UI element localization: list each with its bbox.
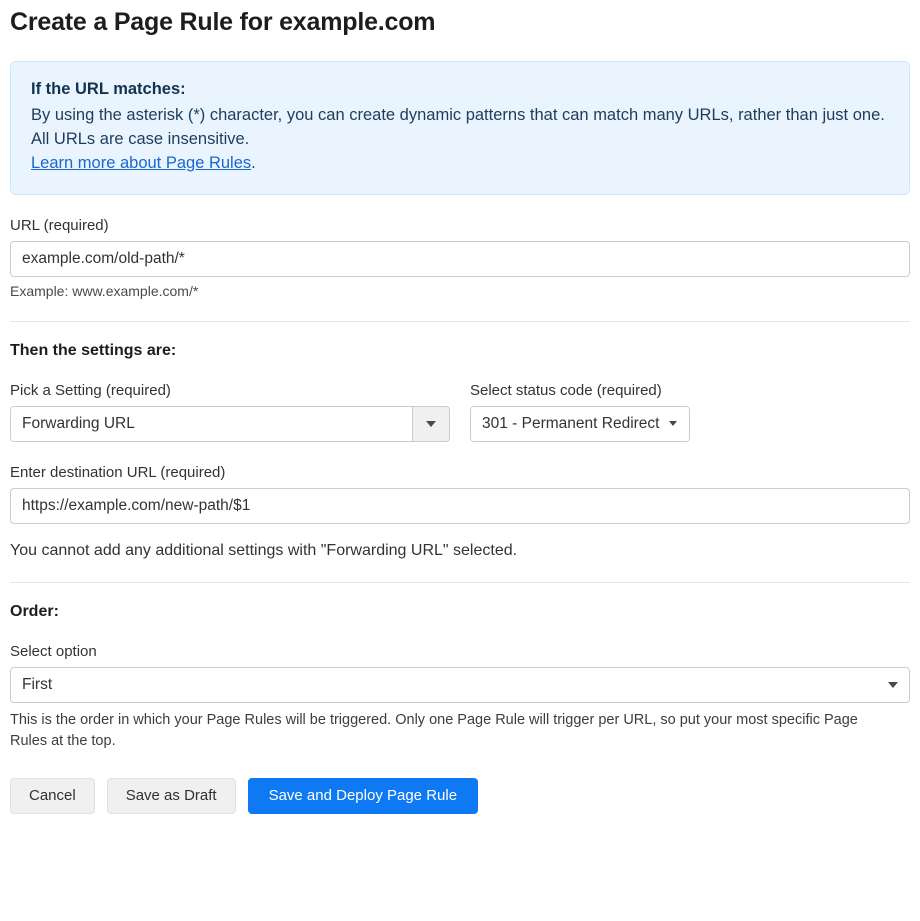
pick-setting-select[interactable] bbox=[10, 406, 450, 442]
divider-order bbox=[10, 582, 910, 583]
pick-setting-label: Pick a Setting (required) bbox=[10, 381, 171, 399]
forwarding-url-note: You cannot add any additional settings with "Forwarding URL" selected. bbox=[10, 541, 518, 559]
order-hint: This is the order in which your Page Rules will be triggered. Only one Page Rule will trigger per URL, so put your most specific Page Rules at the top. bbox=[10, 711, 858, 749]
page-title: Create a Page Rule for example.com bbox=[10, 8, 436, 36]
status-code-group bbox=[470, 360, 770, 442]
info-box-text: By using the asterisk (*) character, you can create dynamic patterns that can match many URLs, rather than just one. All URLs are case insensitive. bbox=[31, 105, 885, 148]
pick-setting-value: Forwarding URL bbox=[22, 414, 135, 432]
settings-heading: Then the settings are: bbox=[10, 341, 177, 359]
destination-url-label: Enter destination URL (required) bbox=[10, 463, 226, 481]
order-select[interactable] bbox=[10, 667, 910, 703]
save-as-draft-button[interactable]: Save as Draft bbox=[107, 778, 236, 814]
chevron-down-icon[interactable] bbox=[412, 406, 450, 442]
order-select-label: Select option bbox=[10, 642, 97, 660]
pick-setting-group bbox=[10, 360, 450, 442]
status-code-select[interactable] bbox=[470, 406, 690, 442]
caret-shape bbox=[426, 421, 436, 427]
destination-url-input[interactable] bbox=[10, 488, 910, 524]
info-box-link-row bbox=[31, 152, 889, 176]
url-field-label: URL (required) bbox=[10, 216, 109, 234]
divider-settings bbox=[10, 321, 910, 322]
status-code-label: Select status code (required) bbox=[470, 381, 662, 399]
learn-more-link[interactable]: Learn more about Page Rules bbox=[31, 153, 252, 172]
url-match-info-box bbox=[10, 61, 910, 195]
cancel-button[interactable]: Cancel bbox=[10, 778, 95, 814]
info-box-link-suffix: . bbox=[251, 153, 256, 172]
url-field-hint: Example: www.example.com/* bbox=[10, 282, 199, 299]
url-input[interactable] bbox=[10, 241, 910, 277]
chevron-down-icon[interactable] bbox=[669, 421, 677, 426]
chevron-down-icon[interactable] bbox=[888, 682, 898, 688]
form-actions bbox=[10, 778, 910, 814]
order-heading: Order: bbox=[10, 602, 59, 620]
info-box-title: If the URL matches: bbox=[31, 80, 186, 98]
settings-row bbox=[10, 360, 910, 442]
order-select-value: First bbox=[22, 675, 53, 693]
save-and-deploy-button[interactable]: Save and Deploy Page Rule bbox=[248, 778, 478, 814]
status-code-value: 301 - Permanent Redirect bbox=[482, 414, 660, 432]
